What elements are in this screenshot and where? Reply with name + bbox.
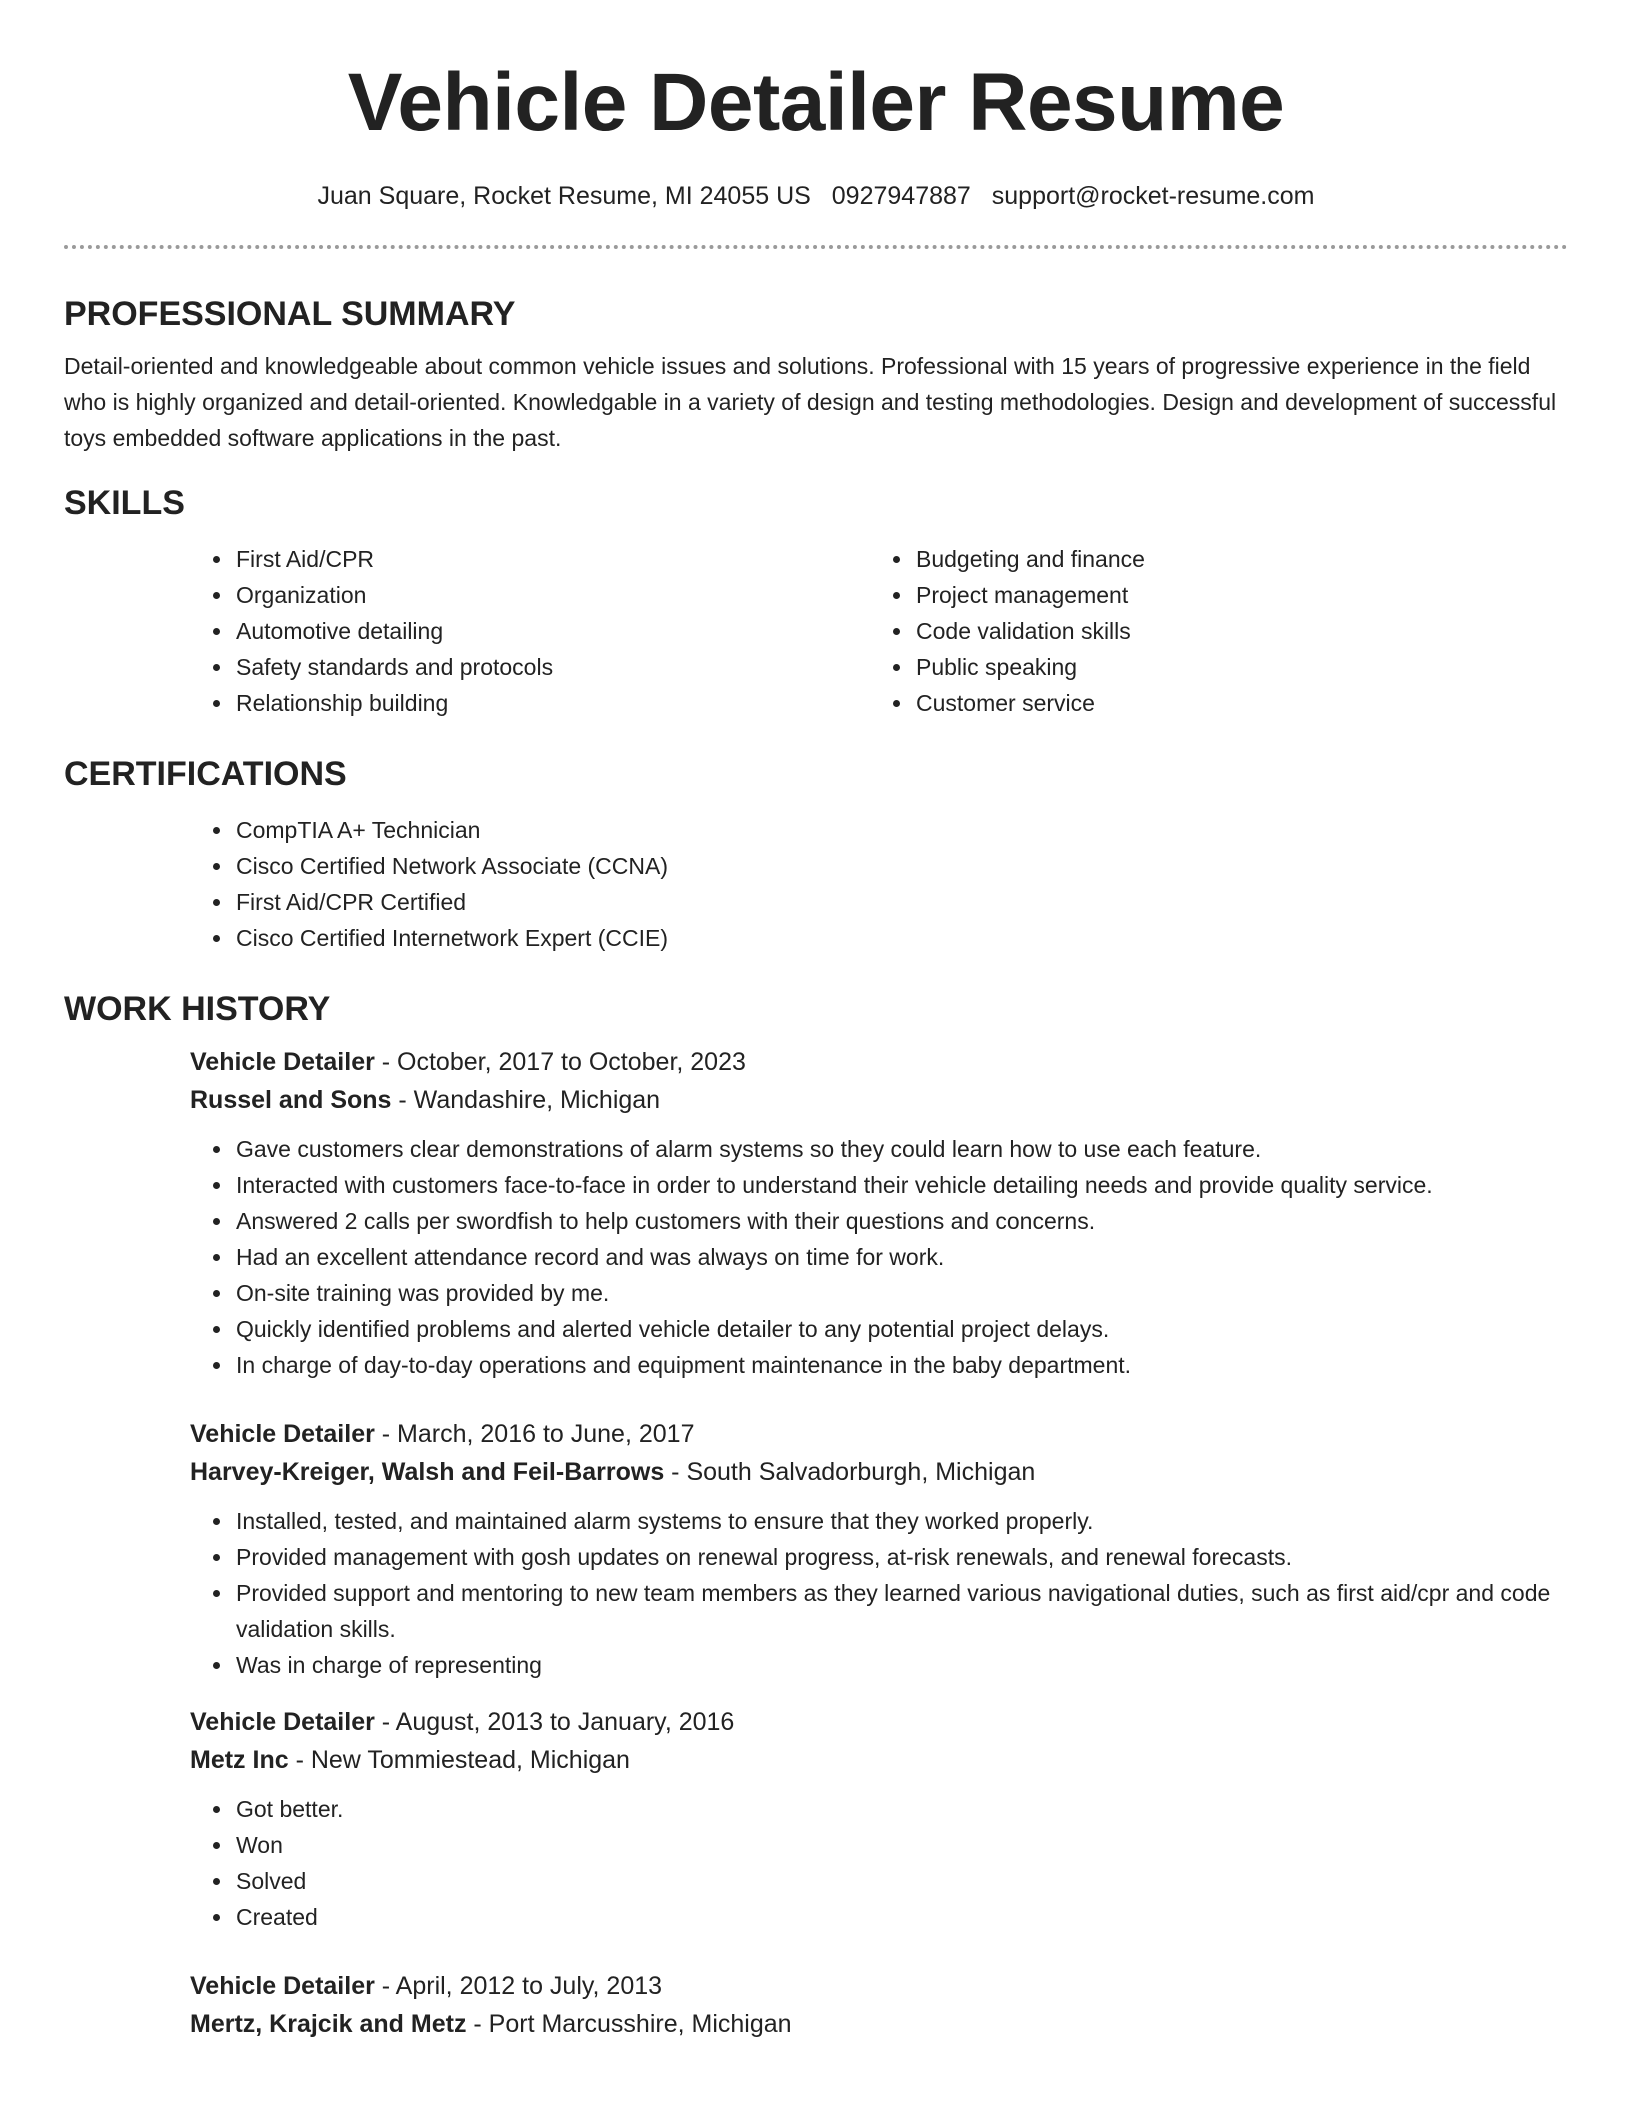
job-bullet: • Created (234, 1899, 1568, 1935)
job-company: Metz Inc (190, 1746, 289, 1774)
job-location: - Port Marcusshire, Michigan (466, 2010, 792, 2038)
summary-section (64, 295, 1568, 456)
skills-column-right (870, 541, 1550, 721)
job-title: Vehicle Detailer (190, 1708, 375, 1736)
certification-item: • First Aid/CPR Certified (234, 884, 1568, 920)
job-company: Harvey-Kreiger, Walsh and Feil-Barrows (190, 1458, 665, 1486)
skills-section (64, 484, 1568, 721)
job-bullet: • Interacted with customers face-to-face in order to understand their vehicle detailing needs and provide quality service. (234, 1167, 1568, 1203)
job-title-line (190, 1415, 1568, 1453)
certifications-heading: CERTIFICATIONS (64, 755, 347, 793)
job-entry (190, 1415, 1568, 1683)
skills-heading: SKILLS (64, 484, 185, 522)
job-bullet: • Answered 2 calls per swordfish to help customers with their questions and concerns. (234, 1203, 1568, 1239)
contact-line (64, 182, 1568, 211)
resume-page (64, 0, 1568, 2043)
job-company-line (190, 1741, 1568, 1779)
job-title-line (190, 1043, 1568, 1081)
work-history-heading: WORK HISTORY (64, 990, 331, 1028)
skill-item: • Safety standards and protocols (234, 649, 870, 685)
job-company: Mertz, Krajcik and Metz (190, 2010, 467, 2038)
job-dates: - October, 2017 to October, 2023 (374, 1048, 746, 1076)
job-bullet: • In charge of day-to-day operations and equipment maintenance in the baby department. (234, 1347, 1568, 1383)
contact-address: Juan Square, Rocket Resume, MI 24055 US (317, 182, 811, 210)
skill-item: • Automotive detailing (234, 613, 870, 649)
job-entry (190, 1967, 1568, 2043)
resume-title: Vehicle Detailer Resume (347, 57, 1285, 148)
job-bullet: • Had an excellent attendance record and was always on time for work. (234, 1239, 1568, 1275)
skill-item: • Customer service (914, 685, 1550, 721)
skills-grid (190, 541, 1568, 721)
job-bullet: • Provided management with gosh updates on renewal progress, at-risk renewals, and renewal forecasts. (234, 1539, 1568, 1575)
job-location: - New Tommiestead, Michigan (288, 1746, 630, 1774)
job-company-line (190, 2005, 1568, 2043)
job-location: - Wandashire, Michigan (391, 1086, 661, 1114)
job-dates: - August, 2013 to January, 2016 (374, 1708, 735, 1736)
job-bullet: • Installed, tested, and maintained alarm systems to ensure that they worked properly. (234, 1503, 1568, 1539)
skill-item: • Code validation skills (914, 613, 1550, 649)
job-bullet: • On-site training was provided by me. (234, 1275, 1568, 1311)
job-bullets (190, 1503, 1568, 1683)
certification-item: • Cisco Certified Network Associate (CCNA) (234, 848, 1568, 884)
skill-item: • Budgeting and finance (914, 541, 1550, 577)
job-bullet: • Won (234, 1827, 1568, 1863)
certification-item: • CompTIA A+ Technician (234, 812, 1568, 848)
job-company-line (190, 1081, 1568, 1119)
job-bullet: • Was in charge of representing (234, 1647, 1568, 1683)
job-bullet: • Got better. (234, 1791, 1568, 1827)
job-company-line (190, 1453, 1568, 1491)
certifications-section (64, 755, 1568, 956)
job-company: Russel and Sons (190, 1086, 392, 1114)
certification-item: • Cisco Certified Internetwork Expert (CCIE) (234, 920, 1568, 956)
contact-phone: 0927947887 (831, 182, 971, 210)
certifications-list (190, 812, 1568, 956)
job-title-line (190, 1703, 1568, 1741)
job-bullets (190, 1791, 1568, 1935)
job-title: Vehicle Detailer (190, 1048, 375, 1076)
job-bullet: • Quickly identified problems and alerted vehicle detailer to any potential project delays. (234, 1311, 1568, 1347)
job-title-line (190, 1967, 1568, 2005)
job-dates: - March, 2016 to June, 2017 (374, 1420, 695, 1448)
skills-column-left (190, 541, 870, 721)
job-title: Vehicle Detailer (190, 1420, 375, 1448)
skill-item: • First Aid/CPR (234, 541, 870, 577)
skill-item: • Relationship building (234, 685, 870, 721)
work-history-section (64, 990, 1568, 2043)
job-title: Vehicle Detailer (190, 1972, 375, 2000)
header-divider (64, 245, 1568, 249)
summary-heading: PROFESSIONAL SUMMARY (64, 295, 516, 333)
job-bullet: • Gave customers clear demonstrations of alarm systems so they could learn how to use each feature. (234, 1131, 1568, 1167)
skill-item: • Organization (234, 577, 870, 613)
contact-email: support@rocket-resume.com (991, 182, 1315, 210)
job-entry (190, 1043, 1568, 1383)
summary-text: Detail-oriented and knowledgeable about common vehicle issues and solutions. Professional with 15 years of progressive experience in the field who is highly organized and detail-oriented. Knowledgable in a variety of design and testing methodologies. Design and development of successful toys embedded software applications in the past. (64, 353, 1557, 451)
skill-item: • Project management (914, 577, 1550, 613)
job-location: - South Salvadorburgh, Michigan (664, 1458, 1036, 1486)
job-bullets (190, 1131, 1568, 1383)
job-entry (190, 1703, 1568, 1935)
job-bullet: • Provided support and mentoring to new team members as they learned various navigational duties, such as first aid/cpr and code validation skills. (234, 1575, 1568, 1647)
job-bullet: • Solved (234, 1863, 1568, 1899)
job-dates: - April, 2012 to July, 2013 (374, 1972, 663, 2000)
skill-item: • Public speaking (914, 649, 1550, 685)
